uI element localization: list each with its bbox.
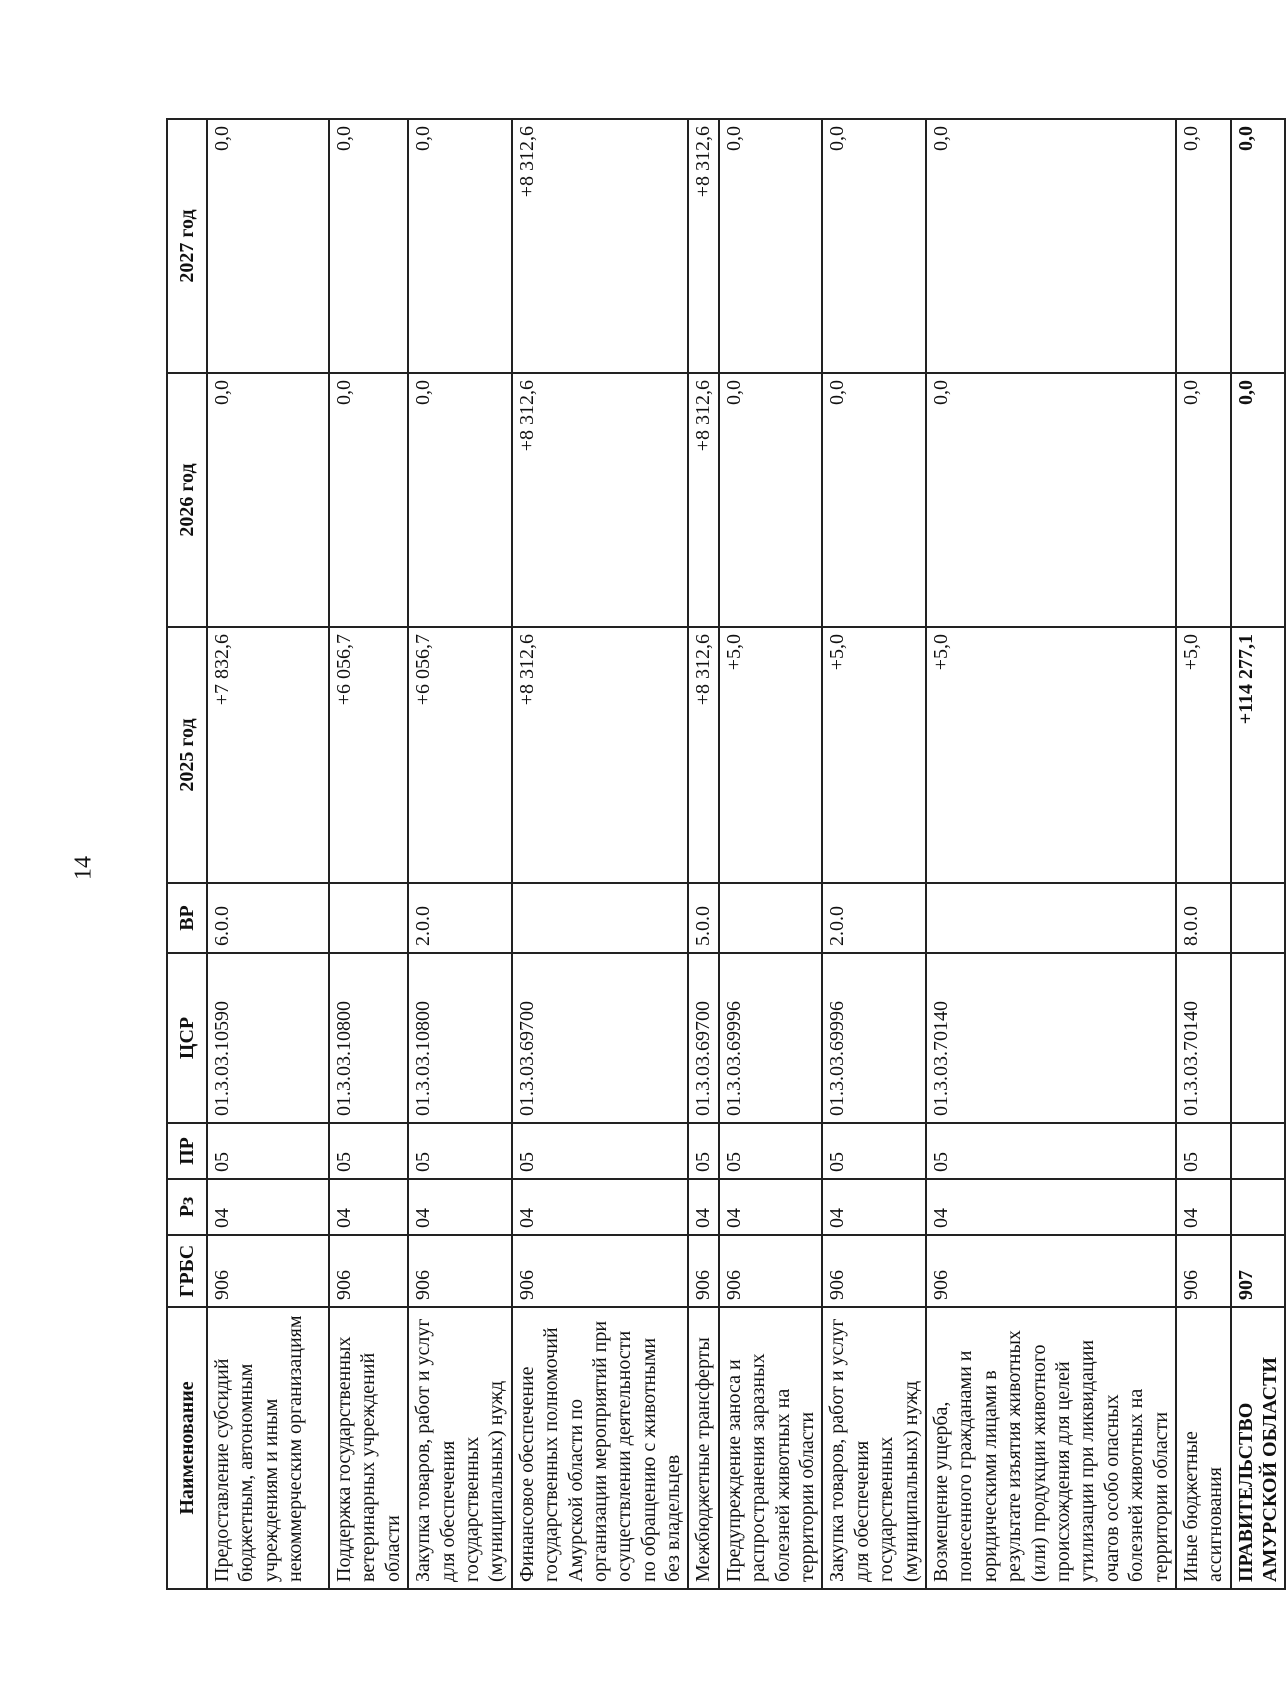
row-pr: 05 — [408, 1123, 512, 1179]
table-row — [926, 119, 1176, 1589]
row-2025: +8 312,6 — [512, 627, 689, 883]
row-vr — [329, 883, 408, 953]
total-name: ПРАВИТЕЛЬСТВО АМУРСКОЙ ОБЛАСТИ — [1231, 1307, 1286, 1589]
table-row — [688, 119, 718, 1589]
table-header-row — [167, 119, 207, 1589]
row-2026: 0,0 — [207, 373, 329, 627]
row-rz: 04 — [1176, 1179, 1231, 1235]
row-rz: 04 — [719, 1179, 823, 1235]
row-2025: +5,0 — [719, 627, 823, 883]
row-2025: +7 832,6 — [207, 627, 329, 883]
header-vr: ВР — [167, 883, 207, 953]
row-pr: 05 — [207, 1123, 329, 1179]
row-rz: 04 — [408, 1179, 512, 1235]
row-name: Закупка товаров, работ и услуг для обеспечения государственных (муниципальных) нужд — [822, 1307, 926, 1589]
header-grbs: ГРБС — [167, 1235, 207, 1307]
row-csr: 01.3.03.69996 — [719, 953, 823, 1123]
header-2025: 2025 год — [167, 627, 207, 883]
row-vr: 2.0.0 — [408, 883, 512, 953]
row-rz: 04 — [926, 1179, 1176, 1235]
row-rz: 04 — [822, 1179, 926, 1235]
row-2027: 0,0 — [408, 119, 512, 373]
row-csr: 01.3.03.10800 — [408, 953, 512, 1123]
row-2025: +6 056,7 — [329, 627, 408, 883]
total-grbs: 907 — [1231, 1235, 1286, 1307]
row-pr: 05 — [822, 1123, 926, 1179]
table-row — [822, 119, 926, 1589]
row-2026: 0,0 — [719, 373, 823, 627]
budget-table-frame — [166, 120, 1282, 1590]
row-grbs: 906 — [719, 1235, 823, 1307]
total-csr — [1231, 953, 1286, 1123]
row-2026: 0,0 — [1176, 373, 1231, 627]
row-2027: 0,0 — [822, 119, 926, 373]
row-2026: 0,0 — [329, 373, 408, 627]
total-rz — [1231, 1179, 1286, 1235]
row-grbs: 906 — [329, 1235, 408, 1307]
row-csr: 01.3.03.70140 — [926, 953, 1176, 1123]
row-name: Иные бюджетные ассигнования — [1176, 1307, 1231, 1589]
row-2025: +5,0 — [822, 627, 926, 883]
total-2025: +114 277,1 — [1231, 627, 1286, 883]
row-2027: +8 312,6 — [688, 119, 718, 373]
row-csr: 01.3.03.69996 — [822, 953, 926, 1123]
row-grbs: 906 — [207, 1235, 329, 1307]
total-pr — [1231, 1123, 1286, 1179]
row-csr: 01.3.03.70140 — [1176, 953, 1231, 1123]
table-row — [1176, 119, 1231, 1589]
row-pr: 05 — [512, 1123, 689, 1179]
row-vr: 2.0.0 — [822, 883, 926, 953]
header-name: Наименование — [167, 1307, 207, 1589]
row-pr: 05 — [1176, 1123, 1231, 1179]
row-2027: 0,0 — [719, 119, 823, 373]
row-rz: 04 — [512, 1179, 689, 1235]
row-name: Межбюджетные трансферты — [688, 1307, 718, 1589]
row-2025: +5,0 — [926, 627, 1176, 883]
row-vr: 8.0.0 — [1176, 883, 1231, 953]
row-name: Предупреждение заноса и распространения заразных болезней животных на территории области — [719, 1307, 823, 1589]
row-2026: 0,0 — [926, 373, 1176, 627]
row-csr: 01.3.03.69700 — [688, 953, 718, 1123]
row-rz: 04 — [207, 1179, 329, 1235]
header-2026: 2026 год — [167, 373, 207, 627]
row-2026: 0,0 — [822, 373, 926, 627]
total-2026: 0,0 — [1231, 373, 1286, 627]
table-row — [408, 119, 512, 1589]
row-vr — [512, 883, 689, 953]
row-2025: +5,0 — [1176, 627, 1231, 883]
row-vr — [719, 883, 823, 953]
row-csr: 01.3.03.10590 — [207, 953, 329, 1123]
row-2025: +8 312,6 — [688, 627, 718, 883]
row-rz: 04 — [329, 1179, 408, 1235]
row-grbs: 906 — [408, 1235, 512, 1307]
header-pr: ПР — [167, 1123, 207, 1179]
table-row — [719, 119, 823, 1589]
row-vr: 6.0.0 — [207, 883, 329, 953]
row-name: Финансовое обеспечение государственных полномочий Амурской области по организации мероприятий при осуществлении деятельности по обращению с животными без владельцев — [512, 1307, 689, 1589]
row-name: Закупка товаров, работ и услуг для обеспечения государственных (муниципальных) нужд — [408, 1307, 512, 1589]
row-2027: 0,0 — [329, 119, 408, 373]
row-2027: +8 312,6 — [512, 119, 689, 373]
row-2027: 0,0 — [926, 119, 1176, 373]
table-row — [512, 119, 689, 1589]
header-2027: 2027 год — [167, 119, 207, 373]
row-pr: 05 — [329, 1123, 408, 1179]
row-name: Предоставление субсидий бюджетным, автономным учреждениям и иным некоммерческим организациям — [207, 1307, 329, 1589]
table-total-row — [1231, 119, 1286, 1589]
total-2027: 0,0 — [1231, 119, 1286, 373]
header-csr: ЦСР — [167, 953, 207, 1123]
row-vr — [926, 883, 1176, 953]
table-row — [329, 119, 408, 1589]
row-2026: +8 312,6 — [512, 373, 689, 627]
row-csr: 01.3.03.69700 — [512, 953, 689, 1123]
row-rz: 04 — [688, 1179, 718, 1235]
table-row — [207, 119, 329, 1589]
budget-table-rotator — [166, 120, 1282, 1590]
row-2027: 0,0 — [207, 119, 329, 373]
row-2025: +6 056,7 — [408, 627, 512, 883]
total-vr — [1231, 883, 1286, 953]
budget-table — [166, 118, 1286, 1590]
row-grbs: 906 — [822, 1235, 926, 1307]
page-number: 14 — [70, 856, 97, 880]
row-grbs: 906 — [1176, 1235, 1231, 1307]
row-2026: +8 312,6 — [688, 373, 718, 627]
row-grbs: 906 — [926, 1235, 1176, 1307]
row-grbs: 906 — [512, 1235, 689, 1307]
row-vr: 5.0.0 — [688, 883, 718, 953]
row-2026: 0,0 — [408, 373, 512, 627]
row-name: Возмещение ущерба, понесенного гражданами и юридическими лицами в результате изъятия животных (или) продукции животного происхождения для целей утилизации при ликвидации очагов особо опасных болезней животных на территории области — [926, 1307, 1176, 1589]
header-rz: Рз — [167, 1179, 207, 1235]
row-csr: 01.3.03.10800 — [329, 953, 408, 1123]
row-pr: 05 — [926, 1123, 1176, 1179]
row-pr: 05 — [688, 1123, 718, 1179]
row-name: Поддержка государственных ветеринарных учреждений области — [329, 1307, 408, 1589]
row-2027: 0,0 — [1176, 119, 1231, 373]
row-pr: 05 — [719, 1123, 823, 1179]
row-grbs: 906 — [688, 1235, 718, 1307]
